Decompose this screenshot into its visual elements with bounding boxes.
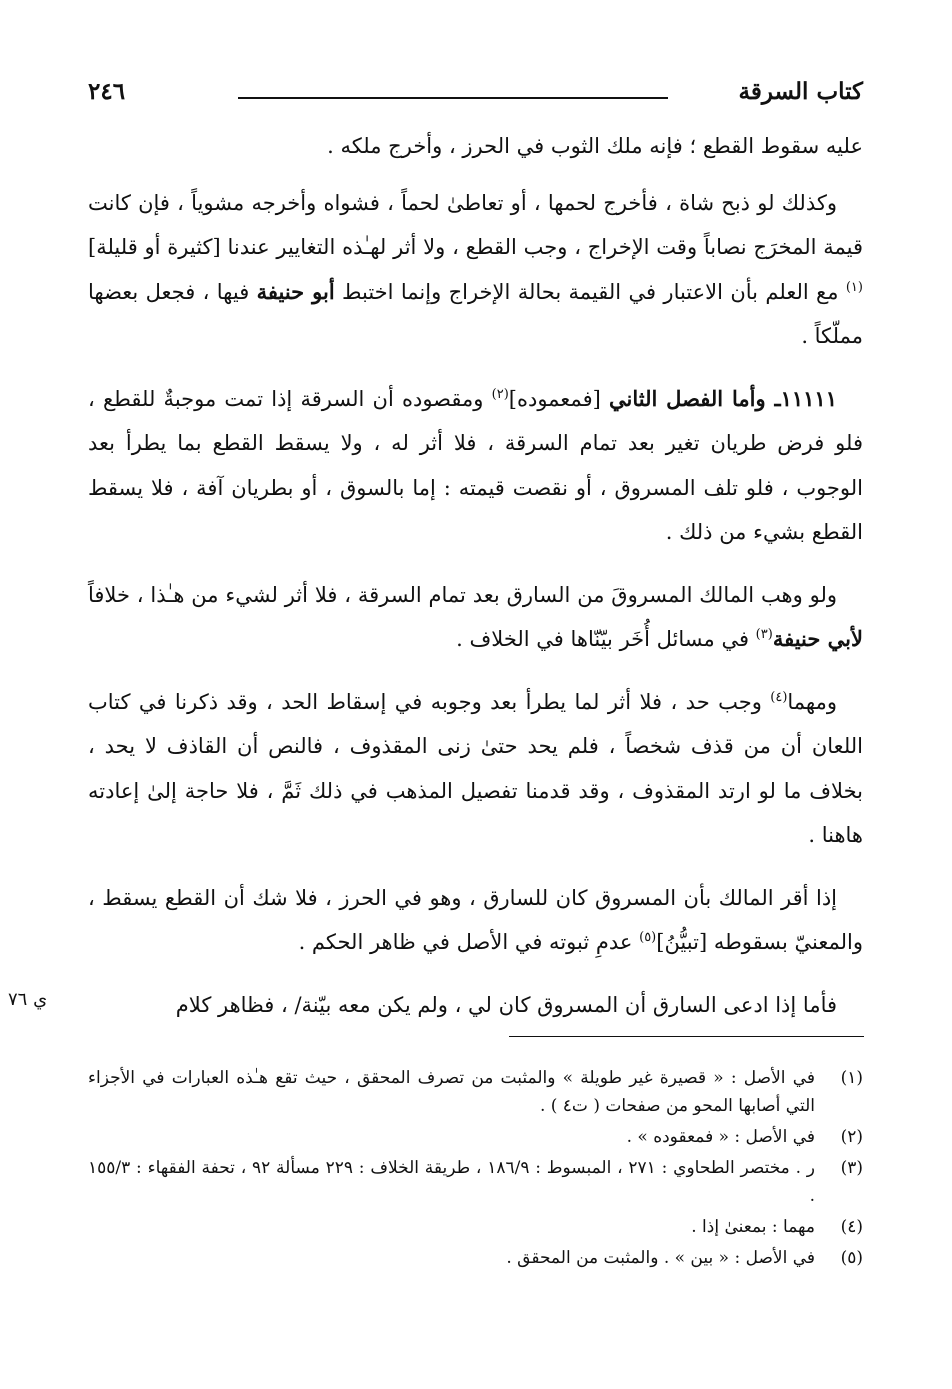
footnote-text: ر . مختصر الطحاوي : ٢٧١ ، المبسوط : ١٨٦/٩ ، طريقة الخلاف : ٢٢٩ مسألة ٩٢ ، تحفة الفقهاء : ١٥٥/٣ . <box>88 1158 815 1206</box>
paragraph <box>88 573 863 662</box>
paragraph-text: عليه سقوط القطع ؛ فإنه ملك الثوب في الحرز ، وأخرج ملكه . <box>327 134 863 158</box>
footnote-ref[interactable]: (٣) <box>755 627 773 642</box>
footnote-text: في الأصل : « قصيرة غير طويلة » والمثبت من تصرف المحقق ، حيث تقع هـٰذه العبارات في الأجزاء التي أصابها المحو من صفحات ( ت٤ ) . <box>88 1068 815 1116</box>
footnotes <box>88 1064 863 1275</box>
footnote <box>88 1244 863 1272</box>
paragraph-text: في مسائل أُخَر بيّنّاها في الخلاف . <box>456 627 756 651</box>
running-header <box>88 78 863 118</box>
header-rule <box>238 97 668 99</box>
paragraph-text: ولو وهب المالك المسروقَ من السارق بعد تمام السرقة ، فلا أثر لشيء من هـٰذا ، خلافاً <box>88 582 837 607</box>
chapter-title: كتاب السرقة <box>738 78 863 105</box>
paragraph-text: ومهما <box>787 689 837 714</box>
footnote-text: في الأصل : « بين » . والمثبت من المحقق . <box>506 1248 815 1268</box>
main-text <box>88 124 863 1045</box>
footnote-text: مهما : بمعنىٰ إذا . <box>691 1217 815 1237</box>
footnote-number: (٤) <box>840 1217 863 1237</box>
footnote <box>88 1213 863 1241</box>
footnote-text: في الأصل : « فمعقوده » . <box>626 1127 815 1147</box>
paragraph <box>88 680 863 858</box>
paragraph <box>88 983 863 1028</box>
footnote-ref[interactable]: (٢) <box>491 386 509 402</box>
paragraph <box>88 181 863 359</box>
footnote-number: (١) <box>840 1068 863 1088</box>
paragraph <box>88 377 863 555</box>
paragraph-text: ومقصوده أن السرقة إذا تمت موجبةٌ للقطع ، فلو فرض طريان تغير بعد تمام السرقة ، فلا أثر له ، ولا يسقط القطع بما يطرأ بعد الوجوب ، فلو تلف المسروق ، أو نقصت قيمته : إما بالسوق ، أو بطريان آفة ، فلا يسقط القطع بشيء من ذلك . <box>88 386 863 544</box>
paragraph-text: فأما إذا ادعى السارق أن المسروق كان لي ، ولم يكن معه بيّنة/ ، فظاهر كلام <box>175 992 837 1017</box>
paragraph-text: [فمعموده] <box>508 386 610 411</box>
footnote <box>88 1123 863 1151</box>
section-heading: ١١١١١ـ وأما الفصل الثاني <box>609 385 837 411</box>
paragraph <box>88 876 863 965</box>
page-number: ٢٤٦ <box>88 78 126 105</box>
bold-name: أبو حنيفة <box>256 278 335 304</box>
footnote-ref[interactable]: (٥) <box>639 930 657 945</box>
footnote-ref[interactable]: (١) <box>845 279 863 295</box>
paragraph-text: وكذلك لو ذبح شاة ، فأخرج لحمها ، أو تعاطىٰ لحماً ، فشواه وأخرجه مشوياً ، فإن كانت قيمة المخرَج نصاباً وقت الإخراج ، وجب القطع ، ولا أثر لهـٰذه التغايير عندنا [كثيرة أو قليلة] <box>88 190 863 259</box>
footnote-ref[interactable]: (٤) <box>770 689 788 705</box>
paragraph-text: فيها ، فجعل بعضها مملّكاً . <box>88 279 863 348</box>
paragraph-text: عدمِ ثبوته في الأصل في ظاهر الحكم . <box>298 930 640 954</box>
bold-name: لأبي حنيفة <box>772 626 863 651</box>
paragraph-text: إذا أقر المالك بأن المسروق كان للسارق ، وهو في الحرز ، فلا شك أن القطع يسقط ، والمعنيّ بسقوطه [تبيُّنُ] <box>88 885 863 954</box>
footnote-separator <box>509 1036 864 1037</box>
footnote <box>88 1064 863 1120</box>
paragraph <box>88 124 863 169</box>
paragraph-text: وجب حد ، فلا أثر لما يطرأ بعد وجوبه في إسقاط الحد ، وقد ذكرنا في كتاب اللعان أن من قذف شخصاً ، فلم يحد حتىٰ زنى المقذوف ، فالنص أن القاذف لا يحد ، بخلاف ما لو ارتد المقذوف ، وقد قدمنا تفصيل المذهب في ذلك ثَمَّ ، فلا حاجة إلىٰ إعادته هاهنا . <box>88 689 863 847</box>
footnote-number: (٥) <box>840 1248 863 1268</box>
footnote <box>88 1154 863 1210</box>
footnote-number: (٣) <box>840 1158 863 1178</box>
manuscript-folio-note: ي ٧٦ <box>8 989 48 1010</box>
footnote-number: (٢) <box>840 1127 863 1147</box>
paragraph-text: مع العلم بأن الاعتبار في القيمة بحالة الإخراج وإنما اختبط <box>334 279 846 304</box>
